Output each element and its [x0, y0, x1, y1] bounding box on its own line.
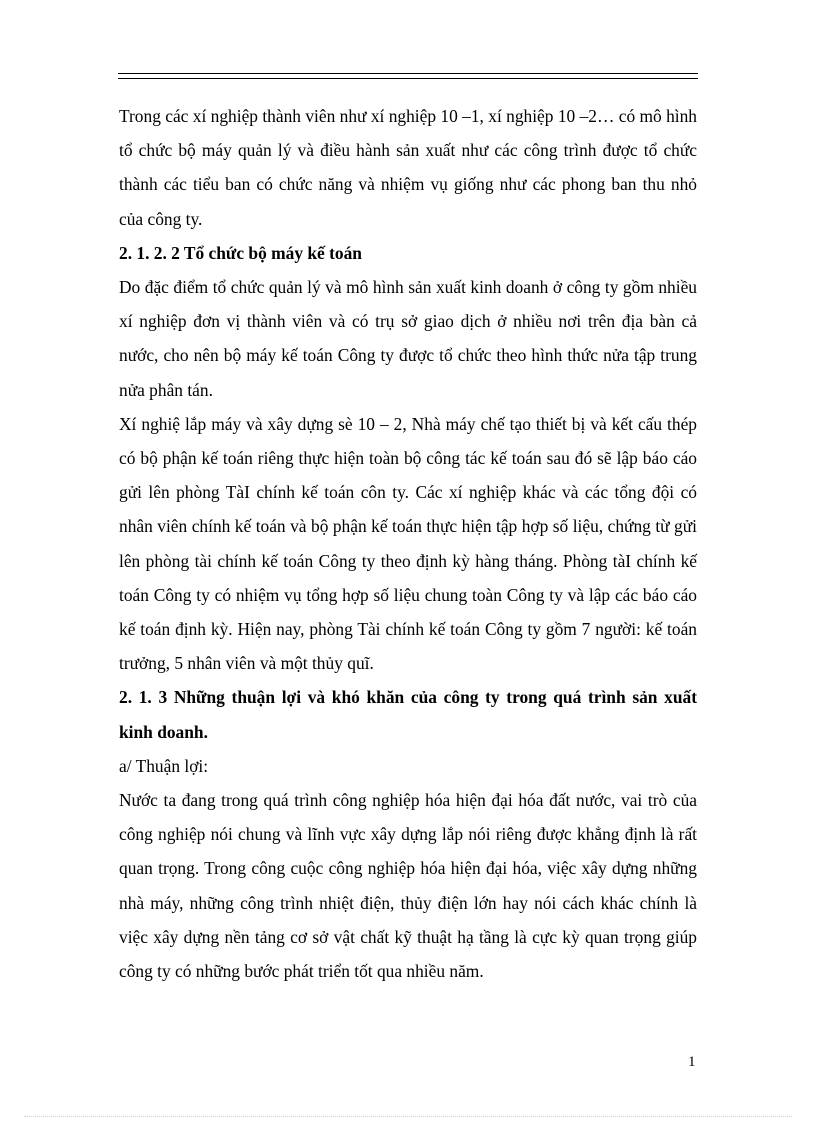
heading-advantages-difficulties: 2. 1. 3 Những thuận lợi và khó khăn của công ty trong quá trình sản xuất kinh doanh.	[119, 687, 697, 742]
heading-accounting-structure: 2. 1. 2. 2 Tổ chức bộ máy kế toán	[119, 242, 362, 263]
header-double-rule	[118, 73, 698, 79]
subheading-advantages: a/ Thuận lợi:	[119, 755, 209, 776]
page-number: 1	[688, 1054, 696, 1070]
footer-dotted-rule	[24, 1116, 792, 1117]
paragraph-accounting-departments: Xí nghiệ lắp máy và xây dựng sè 10 – 2, Nhà máy chế tạo thiết bị và kết cấu thép có bộ phận kế toán riêng thực hiện toàn bộ công tác kế toán sau đó sẽ lập báo cáo gửi lên phòng TàI chính kế toán côn ty. Các xí nghiệp khác và các tổng đội có nhân viên chính kế toán và bộ phận kế toán thực hiện tập hợp số liệu, chứng từ gửi lên phòng tài chính kế toán Công ty theo định kỳ hàng tháng. Phòng tàI chính kế toán Công ty có nhiệm vụ tổng hợp số liệu chung toàn Công ty và lập các báo cáo kế toán định kỳ. Hiện nay, phòng Tài chính kế toán Công ty gồm 7 người: kế toán trưởng, 5 nhân viên và một thủy quĩ.	[119, 413, 697, 674]
paragraph-industrialization: Nước ta đang trong quá trình công nghiệp hóa hiện đại hóa đất nước, vai trò của công nghiệp nói chung và lĩnh vực xây dựng lắp nói riêng được khẳng định là rất quan trọng. Trong công cuộc công nghiệp hóa hiện đại hóa, việc xây dựng những nhà máy, những công trình nhiệt điện, thủy điện lớn hay nói cách khác chính là việc xây dựng nền tảng cơ sở vật chất kỹ thuật hạ tầng là cực kỳ quan trọng giúp công ty có những bước phát triển tốt qua nhiều năm.	[119, 790, 697, 982]
paragraph-member-enterprises: Trong các xí nghiệp thành viên như xí nghiệp 10 –1, xí nghiệp 10 –2… có mô hình tổ chức bộ máy quản lý và điều hành sản xuất như các công trình được tổ chức thành các tiểu ban có chức năng và nhiệm vụ giống như các phong ban thu nhỏ của công ty.	[119, 106, 697, 229]
paragraph-accounting-organization: Do đặc điểm tổ chức quản lý và mô hình sản xuất kinh doanh ở công ty gồm nhiều xí nghiệp đơn vị thành viên và có trụ sở giao dịch ở nhiều nơi trên địa bàn cả nước, cho nên bộ máy kế toán Công ty được tổ chức theo hình thức nửa tập trung nửa phân tán.	[119, 277, 697, 400]
document-body	[119, 99, 697, 988]
